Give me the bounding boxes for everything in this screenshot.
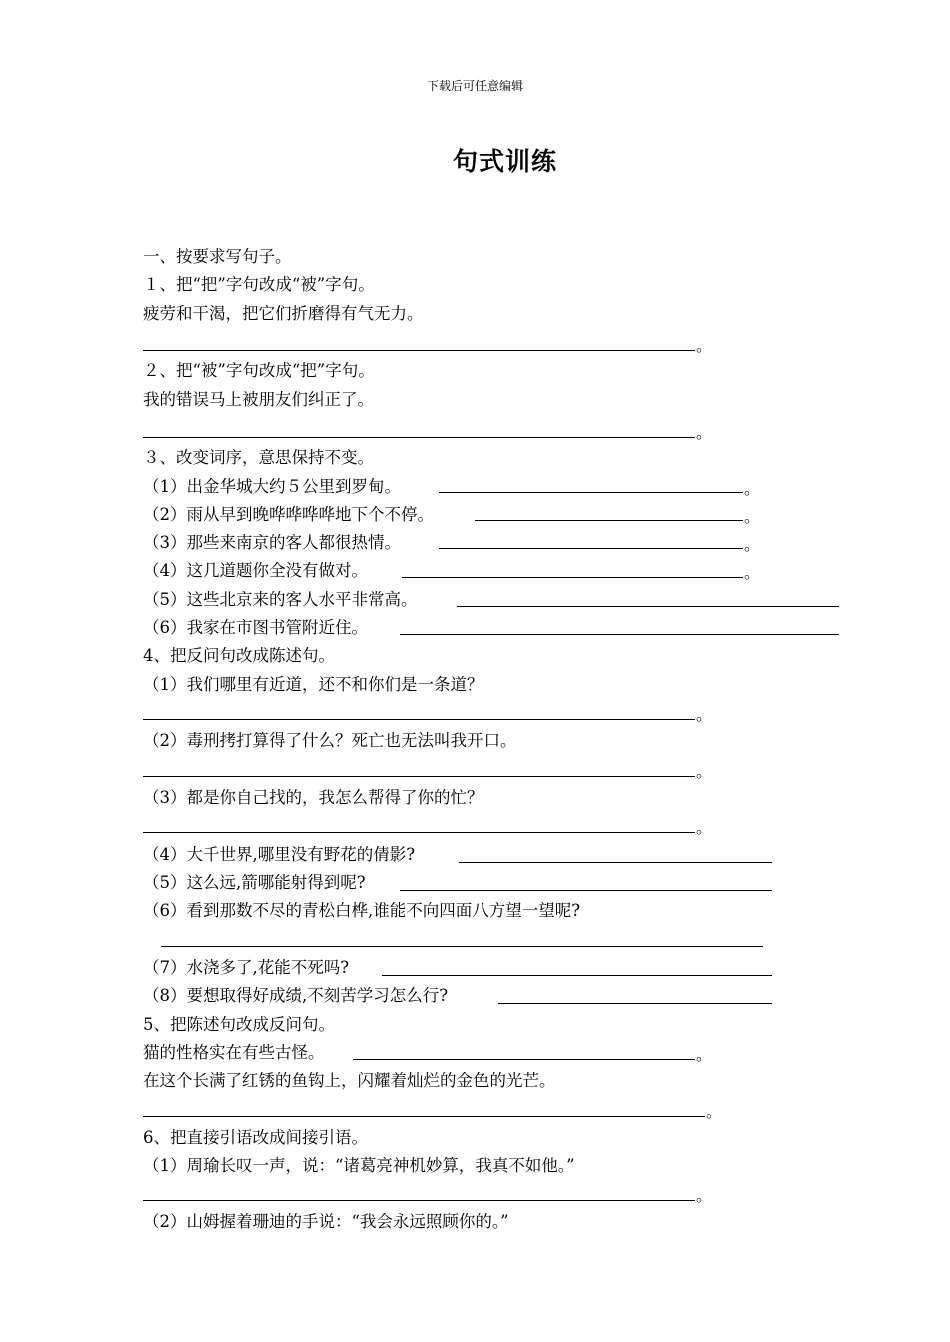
s6-item-1: （1）周瑜长叹一声，说：“诸葛亮神机妙算，我真不如他。” [143,1156,575,1175]
section-5-heading: 5、把陈述句改成反问句。 [143,1015,335,1034]
s4-item-8-blank[interactable] [498,1003,772,1004]
section-4-heading: 4、把反问句改成陈述句。 [143,646,335,665]
q3-item-3-period: 。 [744,535,761,554]
q3-item-4-blank[interactable] [402,577,743,578]
s4-item-3-period: 。 [696,818,713,837]
s6-item-1-period: 。 [696,1186,713,1205]
s4-item-7: （7）水浇多了,花能不死吗? [143,958,350,977]
q3-item-2-blank[interactable] [475,520,743,521]
s4-item-2-blank[interactable] [143,776,695,777]
s5-item-2: 在这个长满了红锈的鱼钩上，闪耀着灿烂的金色的光芒。 [143,1071,556,1090]
s5-item-1: 猫的性格实在有些古怪。 [143,1043,325,1062]
s4-item-2: （2）毒刑拷打算得了什么？死亡也无法叫我开口。 [143,731,517,750]
page-header: 下载后可任意编辑 [426,79,523,93]
q3-item-1: （1）出金华城大约５公里到罗甸。 [143,477,401,496]
section-1-heading: 一、按要求写句子。 [143,247,292,266]
q3-item-3: （3）那些来南京的客人都很热情。 [143,533,401,552]
q3-item-2: （2）雨从早到晚哗哗哗哗地下个不停。 [143,505,434,524]
s5-item-1-blank[interactable] [353,1059,695,1060]
s4-item-6: （6）看到那数不尽的青松白桦,谁能不向四面八方望一望呢? [143,901,581,920]
q3-item-3-blank[interactable] [439,548,743,549]
q1-sentence: 疲劳和干渴，把它们折磨得有气无力。 [143,304,424,323]
s4-item-6-blank[interactable] [161,946,763,947]
s4-item-4-blank[interactable] [459,862,772,863]
q2-sentence: 我的错误马上被朋友们纠正了。 [143,390,374,409]
s4-item-1-period: 。 [696,705,713,724]
s4-item-5: （5）这么远,箭哪能射得到呢? [143,873,366,892]
s4-item-4: （4）大千世界,哪里没有野花的倩影? [143,845,416,864]
s4-item-2-period: 。 [696,762,713,781]
q2-period: 。 [696,423,713,442]
s6-item-2: （2）山姆握着珊迪的手说：“我会永远照顾你的。” [143,1212,509,1231]
s4-item-5-blank[interactable] [400,890,772,891]
q3-item-2-period: 。 [744,507,761,526]
q2-instruction: ２、把“被”字句改成“把”字句。 [143,361,375,380]
q3-item-6: （6）我家在市图书管附近住。 [143,618,368,637]
q1-instruction: １、把“把”字句改成“被”字句。 [143,275,375,294]
q3-item-4: （4）这几道题你全没有做对。 [143,561,368,580]
s4-item-1: （1）我们哪里有近道，还不和你们是一条道？ [143,675,484,694]
q3-item-5-blank[interactable] [457,606,839,607]
s4-item-8: （8）要想取得好成绩,不刻苦学习怎么行? [143,986,449,1005]
q3-item-4-period: 。 [744,563,761,582]
q3-item-1-period: 。 [744,479,761,498]
s4-item-7-blank[interactable] [382,975,772,976]
s4-item-1-blank[interactable] [143,719,695,720]
q3-instruction: ３、改变词序，意思保持不变。 [143,448,374,467]
q1-answer-blank[interactable] [143,350,695,351]
section-6-heading: 6、把直接引语改成间接引语。 [143,1128,368,1147]
q1-period: 。 [696,336,713,355]
page-title: 句式训练 [452,147,557,176]
q3-item-1-blank[interactable] [439,492,743,493]
s6-item-1-blank[interactable] [143,1200,695,1201]
q3-item-5: （5）这些北京来的客人水平非常高。 [143,590,418,609]
s4-item-3: （3）都是你自己找的，我怎么帮得了你的忙？ [143,788,484,807]
q2-answer-blank[interactable] [143,437,695,438]
s5-item-2-blank[interactable] [143,1116,705,1117]
q3-item-6-blank[interactable] [400,634,839,635]
s5-item-1-period: 。 [696,1045,713,1064]
s4-item-3-blank[interactable] [143,832,695,833]
s5-item-2-period: 。 [706,1102,723,1121]
